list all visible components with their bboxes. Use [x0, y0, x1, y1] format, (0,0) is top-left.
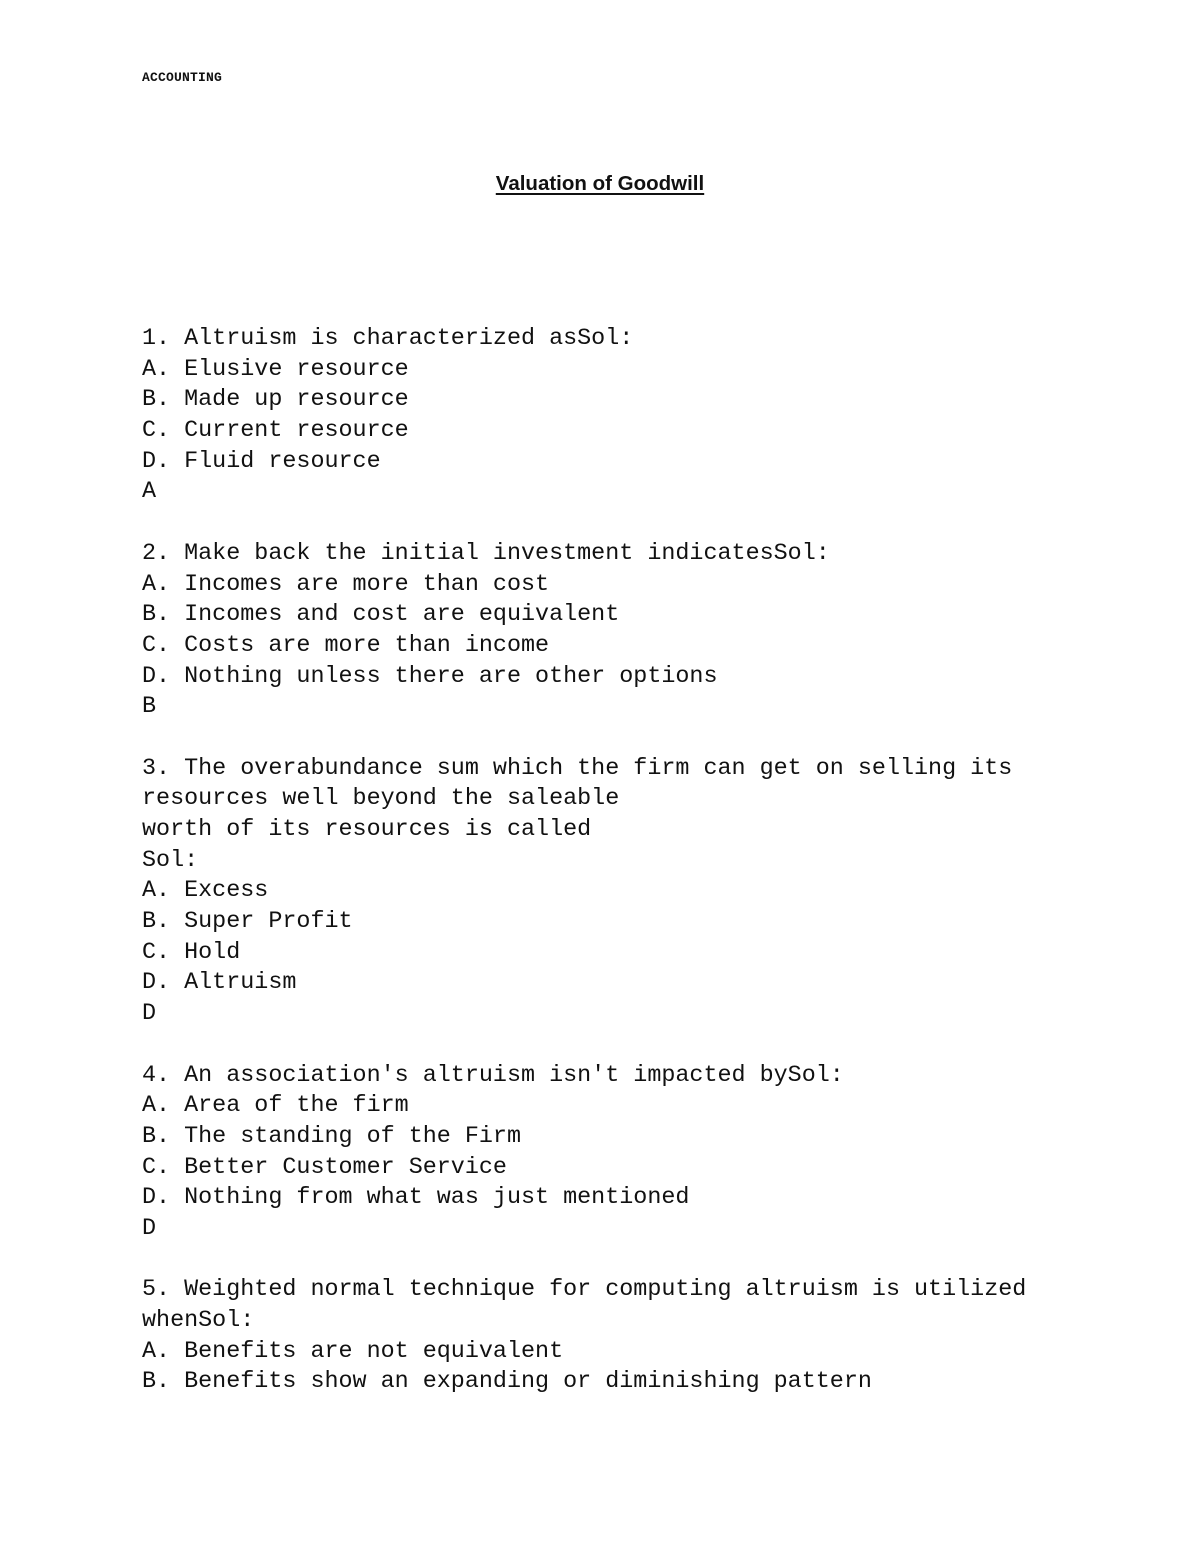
- answer-option: D. Altruism: [142, 970, 297, 997]
- correct-answer: B: [142, 694, 157, 721]
- correct-answer: D: [142, 1001, 157, 1028]
- answer-option: D. Nothing unless there are other options: [142, 663, 718, 690]
- answer-option: A. Benefits are not equivalent: [142, 1338, 564, 1365]
- question-text: Sol:: [142, 847, 199, 874]
- question-text: 2. Make back the initial investment indicatesSol:: [142, 540, 830, 567]
- answer-option: B. Incomes and cost are equivalent: [142, 602, 620, 629]
- question-text: 4. An association's altruism isn't impacted bySol:: [142, 1062, 844, 1089]
- page-header: ACCOUNTING: [142, 70, 223, 85]
- question-text: resources well beyond the saleable: [142, 786, 620, 813]
- question-text: 3. The overabundance sum which the firm can get on selling its: [142, 755, 1013, 782]
- correct-answer: A: [142, 479, 157, 506]
- answer-option: C. Current resource: [142, 418, 409, 445]
- answer-option: D. Nothing from what was just mentioned: [142, 1185, 690, 1212]
- question-text: 1. Altruism is characterized asSol:: [142, 326, 634, 352]
- question-spacer: [142, 723, 1062, 754]
- answer-option: B. Super Profit: [142, 909, 353, 936]
- answer-option: C. Costs are more than income: [142, 632, 550, 659]
- answer-option: C. Hold: [142, 939, 241, 966]
- question-block: [142, 1275, 1062, 1398]
- question-text: worth of its resources is called: [142, 817, 592, 843]
- question-block: [142, 754, 1062, 1030]
- answer-option: B. Benefits show an expanding or diminishing pattern: [142, 1369, 872, 1396]
- question-block: [142, 1061, 1062, 1245]
- answer-option: B. Made up resource: [142, 387, 409, 414]
- question-spacer: [142, 508, 1062, 539]
- question-block: [142, 324, 1062, 508]
- answer-option: D. Fluid resource: [142, 448, 381, 475]
- answer-option: A. Incomes are more than cost: [142, 571, 550, 598]
- answer-option: A. Elusive resource: [142, 356, 409, 383]
- question-spacer: [142, 1030, 1062, 1061]
- question-text: whenSol:: [142, 1308, 255, 1334]
- correct-answer: D: [142, 1215, 157, 1242]
- page-title: Valuation of Goodwill: [495, 172, 705, 195]
- answer-option: B. The standing of the Firm: [142, 1123, 521, 1150]
- answer-option: C. Better Customer Service: [142, 1154, 507, 1181]
- question-text: 5. Weighted normal technique for computing altruism is utilized: [142, 1277, 1027, 1304]
- question-block: [142, 539, 1062, 723]
- question-spacer: [142, 1245, 1062, 1276]
- answer-option: A. Excess: [142, 878, 269, 905]
- answer-option: A. Area of the firm: [142, 1093, 409, 1120]
- question-list: [142, 324, 1062, 1398]
